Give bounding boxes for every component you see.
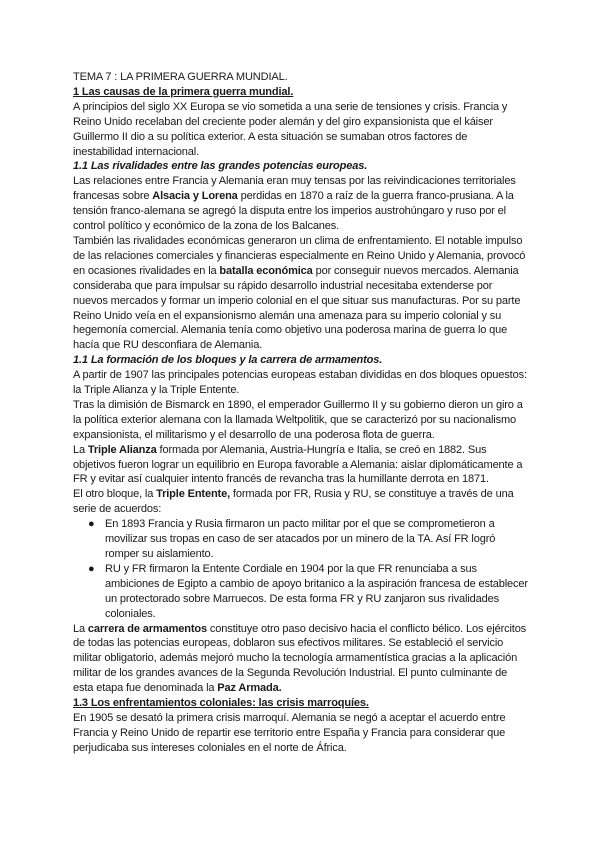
list-item (88, 517, 528, 562)
list-item-text: En 1893 Francia y Rusia firmaron un pacto militar por el que se comprometieron a movilizar sus tropas en caso de ser atacados por un minero de la TA. Así FR logró romper su aislamiento. (105, 518, 496, 560)
section-1-1-heading: 1.1 Las rivalidades entre las grandes potencias europeas. (73, 160, 368, 173)
text-run: formada por FR, Rusia y RU, se constituye a través de una serie de acuerdos: (73, 488, 514, 516)
text-run: formada por Alemania, Austria-Hungría e Italia, se creó en 1882. Sus objetivos fueron lograr un equilibrio en Europa favorable a Alemania: aislar diplomáticamente a FR y evitar así cualquier intento francés de revancha tras la humillante derrota en 1871. (73, 443, 523, 486)
text-run: La (73, 622, 88, 635)
bold-term-batalla-economica: batalla económica (219, 264, 313, 277)
bullet-icon: ● (88, 518, 95, 531)
paragraph-weltpolitik: Tras la dimisión de Bismarck en 1890, el emperador Guillermo II y su gobierno dieron un giro a la política exterior alemana con la llamada Weltpolitik, que se caracterizó por su nacionalismo expansionista, el militarismo y el desarrollo de una poderosa flota de guerra. (73, 398, 523, 441)
paragraph-triple-entente (73, 487, 528, 517)
bold-term-carrera-armamentos: carrera de armamentos (87, 622, 207, 635)
bold-term-alsacia-lorena: Alsacia y Lorena (152, 190, 238, 203)
text-run: También las rivalidades económicas generaron un clima de enfrentamiento. El notable impulso de las relaciones comerciales y financieras especialmente en Reino Unido y Alemania, provocó en ocasiones rivalidades en la (73, 234, 526, 277)
text-run: por conseguir nuevos mercados. Alemania consideraba que para impulsar su rápido desarrollo industrial necesitaba extenderse por nuevos mercados y formar un imperio colonial en el que situar sus manufacturas. Por su parte Reino Unido veía en el expansionismo alemán una amenaza para su imperio colonial y su hegemonía comercial. Alemania tenía como objetivo una poderosa marina de guerra lo que hacía que RU desconfiara de Alemania. (73, 264, 521, 352)
intro-paragraph: A principios del siglo XX Europa se vio sometida a una serie de tensiones y crisis. Francia y Reino Unido recelaban del creciente poder alemán y del giro expansionista que el káiser Guillermo II dio a su política exterior. A esta situación se sumaban otros factores de inestabilidad internacional. (73, 100, 508, 158)
paragraph-arms-race (73, 622, 528, 697)
section-1-2-heading: 1.1 La formación de los bloques y la carrera de armamentos. (73, 354, 383, 367)
section-1-heading: 1 Las causas de la primera guerra mundial. (73, 85, 294, 98)
text-run: constituye otro paso decisivo hacia el conflicto bélico. Los ejércitos de todas las potencias europeas, doblaron sus efectivos militares. Se estableció el servicio militar obligatorio, además mejoró mucho la tecnología armamentística gracias a la aplicación militar de los grandes avances de la Segunda Revolución Industrial. El punto culminante de esta etapa fue denominada la (73, 622, 527, 695)
agreements-list (73, 517, 528, 621)
document-title: TEMA 7 : LA PRIMERA GUERRA MUNDIAL. (73, 71, 288, 83)
list-item-text: RU y FR firmaron la Entente Cordiale en 1904 por la que FR renunciaba a sus ambiciones de Egipto a cambio de apoyo britanico a la aspiración francesa de establecer un protectorado sobre Marruecos. De esta forma FR y RU zanjaron sus rivalidades coloniales. (105, 562, 528, 620)
bullet-icon: ● (88, 562, 95, 575)
paragraph-blocks: A partir de 1907 las principales potencias europeas estaban divididas en dos bloques opuestos: la Triple Alianza y la Triple Entente. (73, 369, 527, 397)
text-run: perdidas en 1870 a raíz de la guerra franco-prusiana. A la tensión franco-alemana se agregó la disputa entre los imperios austrohúngaro y ruso por el control político y económico de la zona de los Balcanes. (73, 190, 514, 233)
bold-term-paz-armada: Paz Armada. (217, 682, 282, 695)
paragraph-rivalries (73, 174, 528, 234)
bold-term-triple-alianza: Triple Alianza (87, 443, 157, 456)
list-item (88, 562, 528, 622)
paragraph-economic-rivalries (73, 234, 528, 353)
paragraph-moroccan-crisis: En 1905 se desató la primera crisis marroquí. Alemania se negó a aceptar el acuerdo entre Francia y Reino Unido de repartir ese territorio entre España y Francia para considerar que perjudicaba sus intereses coloniales en el norte de África. (73, 711, 506, 754)
bold-term-triple-entente: Triple Entente, (156, 488, 230, 501)
paragraph-triple-alianza (73, 443, 528, 488)
text-run: El otro bloque, la (73, 488, 157, 501)
text-run: Las relaciones entre Francia y Alemania eran muy tensas por las reivindicaciones territoriales francesas sobre (73, 175, 516, 203)
section-1-3-heading: 1.3 Los enfrentamientos coloniales: las crisis marroquíes. (73, 697, 369, 710)
text-run: La (73, 443, 88, 456)
